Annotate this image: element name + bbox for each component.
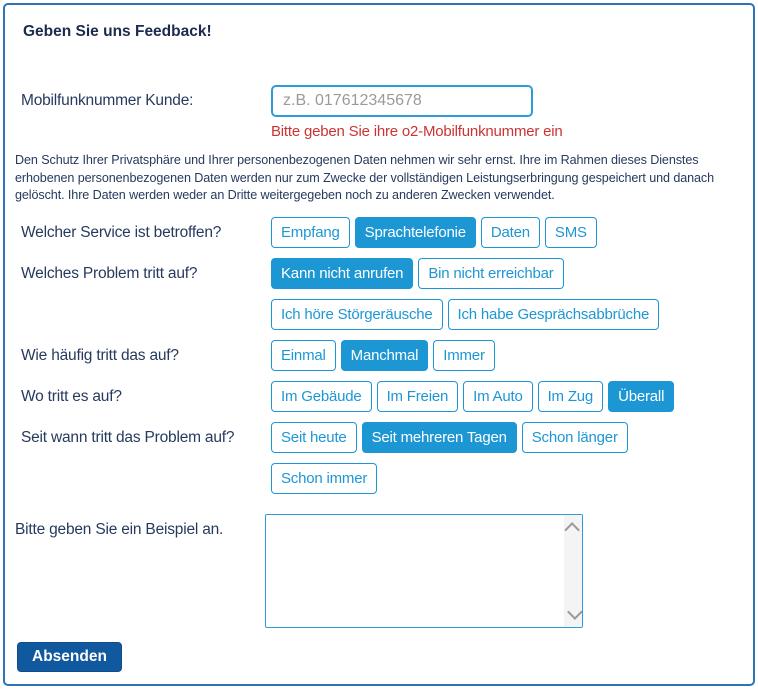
scroll-up-icon[interactable] [564,522,580,538]
option-im-freien[interactable]: Im Freien [377,381,459,412]
question-options [271,422,729,494]
option-im-auto[interactable]: Im Auto [463,381,532,412]
option-sprachtelefonie[interactable]: Sprachtelefonie [355,217,476,248]
textarea-scrollbar[interactable] [564,515,582,627]
feedback-panel [3,3,755,686]
question-label: Seit wann tritt das Problem auf? [21,428,235,446]
submit-button[interactable]: Absenden [17,642,122,672]
scroll-down-icon[interactable] [567,604,583,620]
option-daten[interactable]: Daten [481,217,540,248]
question-label: Welches Problem tritt auf? [21,264,198,282]
option-seit-mehreren-tagen[interactable]: Seit mehreren Tagen [362,422,517,453]
option-bin-nicht-erreichbar[interactable]: Bin nicht erreichbar [418,258,563,289]
page-title: Geben Sie uns Feedback! [23,23,212,40]
question-label: Wo tritt es auf? [21,387,122,405]
option-einmal[interactable]: Einmal [271,340,336,371]
privacy-notice: Den Schutz Ihrer Privatsphäre und Ihrer personenbezogenen Daten nehmen wir sehr ernst. Ihre im Rahmen dieses Dienstes erhobenen personenbezogenen Daten werden nur zum Zwecke der vollständigen Leistungserbringung gespeichert und danach gelöscht. Ihre Daten werden weder an Dritte weitergegeben noch zu anderen Zwecken verwendet. [15,153,715,202]
option-seit-heute[interactable]: Seit heute [271,422,357,453]
phone-error: Bitte geben Sie ihre o2-Mobilfunknummer ein [271,123,563,140]
phone-field-group [271,85,737,140]
example-row [15,514,737,628]
question-options [271,381,729,412]
example-textarea-wrap [265,514,583,628]
option-empfang[interactable]: Empfang [271,217,350,248]
question-row-problem [21,258,737,330]
phone-input[interactable] [271,85,533,117]
example-textarea[interactable] [266,515,582,627]
option-ich-habe-gesprächsabbrüche[interactable]: Ich habe Gesprächsabbrüche [448,299,660,330]
option-schon-länger[interactable]: Schon länger [522,422,628,453]
example-label: Bitte geben Sie ein Beispiel an. [15,520,224,538]
question-row-location [21,381,737,412]
option-überall[interactable]: Überall [608,381,674,412]
question-row-frequency [21,340,737,371]
option-ich-höre-störgeräusche[interactable]: Ich höre Störgeräusche [271,299,443,330]
option-schon-immer[interactable]: Schon immer [271,463,377,494]
question-label: Wie häufig tritt das auf? [21,346,179,364]
question-options [271,258,729,330]
option-sms[interactable]: SMS [545,217,597,248]
questions-section [21,217,737,494]
option-immer[interactable]: Immer [433,340,495,371]
option-manchmal[interactable]: Manchmal [341,340,429,371]
question-row-service [21,217,737,248]
question-options [271,340,729,371]
question-options [271,217,729,248]
question-row-since [21,422,737,494]
question-label: Welcher Service ist betroffen? [21,223,222,241]
phone-label: Mobilfunknummer Kunde: [21,92,194,109]
option-kann-nicht-anrufen[interactable]: Kann nicht anrufen [271,258,413,289]
option-im-zug[interactable]: Im Zug [538,381,603,412]
phone-row [21,85,737,140]
option-im-gebäude[interactable]: Im Gebäude [271,381,372,412]
